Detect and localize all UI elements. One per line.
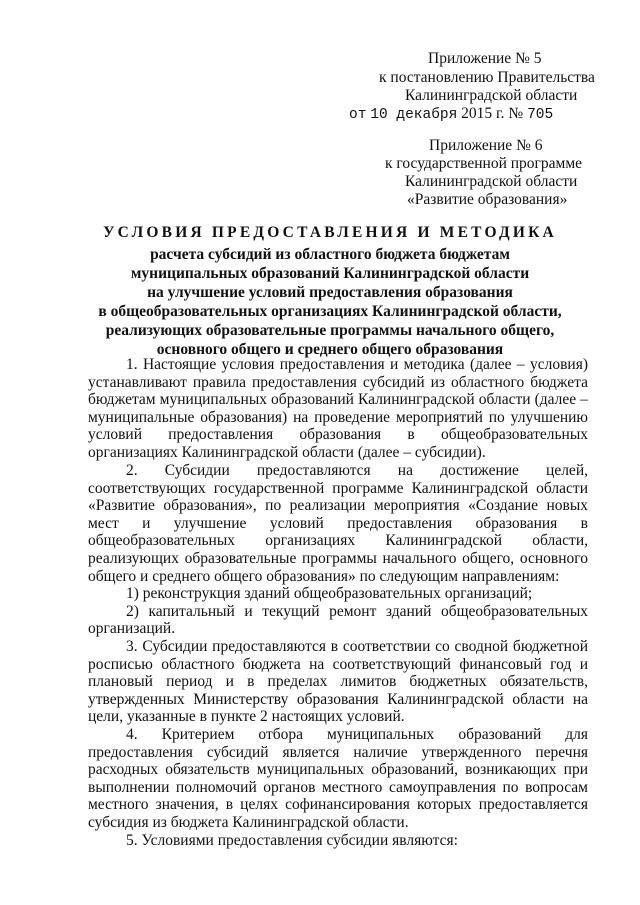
- number-sign: №: [508, 105, 524, 122]
- appendix-6-program-name: «Развитие образования»: [407, 191, 568, 208]
- appendix-5-decree: к постановлению Правительства: [379, 69, 595, 86]
- appendix-5-region: Калининградской области: [405, 87, 578, 104]
- appendix-6-program: к государственной программе: [385, 155, 583, 172]
- date-prefix: от: [349, 107, 367, 123]
- appendix-6-region: Калининградской области: [405, 173, 578, 190]
- appendix-5-title: Приложение № 5: [428, 50, 542, 67]
- paragraph-2-item-2: 2) капитальный и текущий ремонт зданий общеобразовательных организаций.: [88, 602, 588, 638]
- paragraph-4: 4. Критерием отбора муниципальных образований для предоставления субсидий является наличие утвержденного перечня расходных обязательств муниципальных образований, возникающих при выполнении полномочий органов местного самоуправления по вопросам местного значения, в целях софинансирования которых предоставляется субсидия из бюджета Калининградской области.: [88, 725, 588, 831]
- paragraph-3: 3. Субсидии предоставляются в соответствии со сводной бюджетной росписью областного бюджета на соответствующий финансовый год и плановый период и в пределах лимитов бюджетных обязательств, утвержденных Министерству образования Калининградской области на цели, указанные в пункте 2 настоящих условий.: [88, 638, 588, 726]
- paragraph-2-item-1: 1) реконструкция зданий общеобразовательных организаций;: [126, 585, 533, 603]
- paragraph-5: 5. Условиями предоставления субсидии являются:: [126, 831, 458, 849]
- number-typed: 705: [527, 107, 554, 123]
- title-sub-line: реализующих образовательные программы начального общего,: [105, 321, 555, 339]
- document-body: [88, 356, 588, 849]
- title-sub-line: основного общего и среднего общего образования: [156, 340, 504, 358]
- appendix-6-title: Приложение № 6: [429, 137, 543, 154]
- paragraph-1: 1. Настоящие условия предоставления и методика (далее – условия) устанавливают правила предоставления субсидий из областного бюджета бюджетам муниципальных образований Калининградской области (далее – муниципальные образования) на проведение мероприятий по улучшению условий предоставления образования в общеобразовательных организациях Калининградской области (далее – субсидии).: [88, 356, 588, 461]
- title-main: УСЛОВИЯ ПРЕДОСТАВЛЕНИЯ И МЕТОДИКА: [103, 224, 557, 241]
- title-sub-line: в общеобразовательных организациях Калининградской области,: [98, 302, 562, 320]
- date-typed: 10 декабря: [370, 107, 458, 123]
- title-sub-line: расчета субсидий из областного бюджета бюджетам: [150, 245, 510, 263]
- title-sub-line: на улучшение условий предоставления образования: [147, 283, 513, 301]
- paragraph-2: 2. Субсидии предоставляются на достижение целей, соответствующих государственной программе Калининградской области «Развитие образования», по реализации мероприятия «Создание новых мест и улучшение условий предоставления образования в общеобразовательных организациях Калининградской области, реализующих образовательные программы начального общего, основного общего и среднего общего образования» по следующим направлениям:: [88, 462, 588, 585]
- appendix-5-date-line: [349, 105, 553, 125]
- date-year: 2015 г.: [461, 105, 505, 122]
- document-title: [60, 224, 600, 359]
- title-sub-line: муниципальных образований Калининградской области: [130, 264, 530, 282]
